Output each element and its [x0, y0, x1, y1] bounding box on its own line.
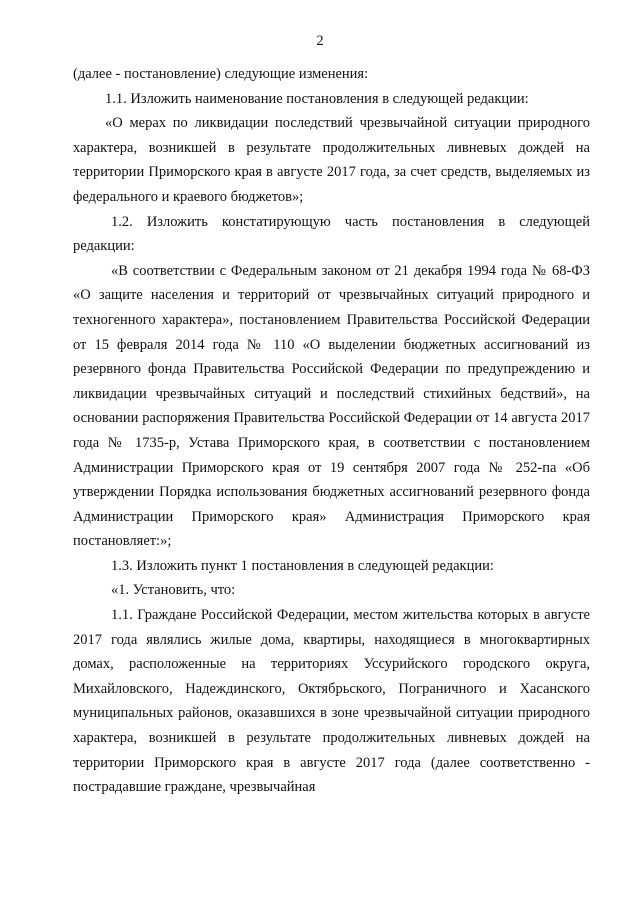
- paragraph-item-1-3: 1.3. Изложить пункт 1 постановления в следующей редакции:: [111, 557, 494, 574]
- paragraph-continuation: (далее - постановление) следующие изменения:: [73, 66, 369, 82]
- paragraph-new-title: «О мерах по ликвидации последствий чрезвычайной ситуации природного характера, возникшей в результате продолжительных ливневых дождей на территории Приморского края в августе 2017 года, за счет средств, выделяемых из федерального и краевого бюджетов»;: [73, 115, 590, 205]
- paragraph-item-1-2: 1.2. Изложить констатирующую часть постановления в следующей редакции:: [73, 213, 590, 255]
- paragraph-clause-1: «1. Установить, что:: [111, 582, 236, 599]
- paragraph-clause-1-1: 1.1. Граждане Российской Федерации, местом жительства которых в августе 2017 года являлись жилые дома, квартиры, находящиеся в многоквартирных домах, расположенные на территориях Уссурийского городского округа, Михайловского, Надеждинского, Октябрьского, Пограничного и Хасанского муниципальных районов, оказавшихся в зоне чрезвычайной ситуации природного характера, возникшей в результате продолжительных ливневых дождей на территории Приморского края в августе 2017 года (далее соответственно - пострадавшие граждане, чрезвычайная: [73, 607, 590, 796]
- document-body: [73, 62, 590, 800]
- paragraph-preamble: «В соответствии с Федеральным законом от 21 декабря 1994 года № 68-ФЗ «О защите населения и территорий от чрезвычайных ситуаций природного и техногенного характера», постановлением Правительства Российской Федерации от 15 февраля 2014 года № 110 «О выделении бюджетных ассигнований из резервного фонда Правительства Российской Федерации по предупреждению и ликвидации чрезвычайных ситуаций и последствий стихийных бедствий», на основании распоряжения Правительства Российской Федерации от 14 августа 2017 года № 1735-р, Устава Приморского края, в соответствии с постановлением Администрации Приморского края от 19 сентября 2007 года № 252-па «Об утверждении Порядка использования бюджетных ассигнований резервного фонда Администрации Приморского края» Администрация Приморского края постановляет:»;: [73, 262, 590, 550]
- paragraph-item-1-1: 1.1. Изложить наименование постановления в следующей редакции:: [105, 90, 529, 107]
- page-number: 2: [316, 33, 324, 49]
